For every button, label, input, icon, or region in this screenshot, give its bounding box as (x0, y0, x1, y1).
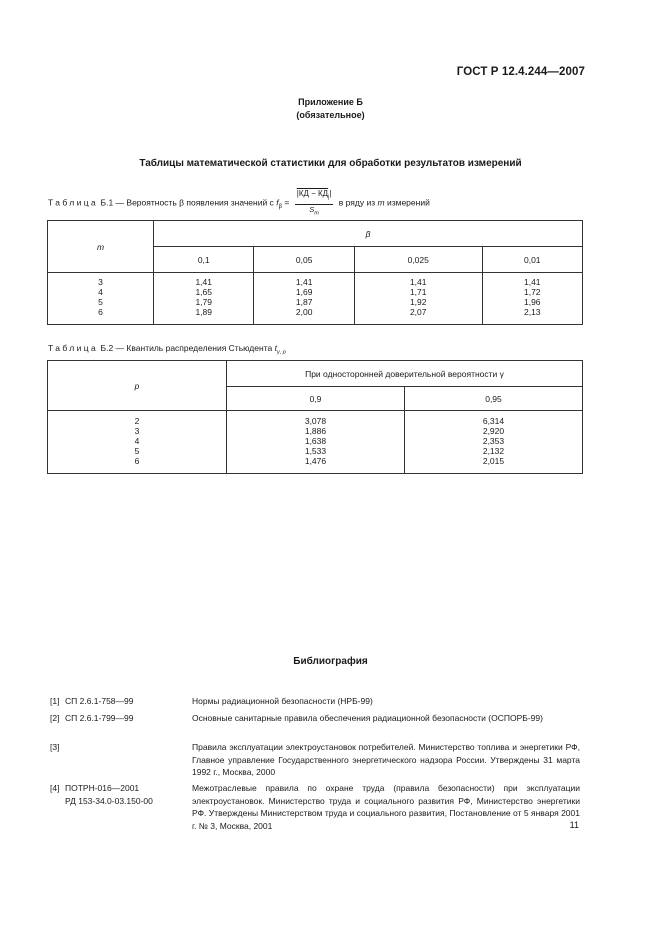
table1-beta-cell: 0,01 (482, 247, 582, 273)
table-cell: 2,920 (482, 426, 505, 436)
table-cell: 1,87 (295, 297, 313, 307)
table1-col-0 (154, 273, 254, 325)
table1-col-3 (482, 273, 582, 325)
table-cell: 5 (98, 297, 103, 307)
formula-fraction (295, 188, 334, 218)
table-cell: 1,71 (409, 287, 427, 297)
bib-code: СП 2.6.1-758—99 (65, 696, 134, 706)
table-cell: 5 (134, 446, 140, 456)
bibliography-item (50, 741, 580, 779)
table1-col-2 (354, 273, 482, 325)
standard-designation: ГОСТ Р 12.4.244—2007 (456, 66, 585, 78)
table-cell: 4 (98, 287, 103, 297)
table-cell: 1,72 (523, 287, 541, 297)
table-cell: 1,79 (195, 297, 212, 307)
bib-code-line: РД 153-34.0-03.150-00 (65, 795, 153, 806)
table1-caption (48, 188, 430, 218)
table-cell: 6,314 (482, 416, 505, 426)
table2 (47, 360, 583, 474)
table2-header-p: p (48, 361, 227, 411)
appendix-title: Приложение Б (298, 97, 363, 107)
table-cell: 1,41 (523, 277, 541, 287)
table-cell: 1,96 (523, 297, 541, 307)
table1 (47, 220, 583, 325)
bibliography-item (50, 712, 580, 738)
table-cell: 1,41 (409, 277, 427, 287)
table1-caption-tail: измерений (386, 197, 430, 208)
bibliography-title: Библиография (293, 656, 368, 667)
table-cell: 1,89 (195, 307, 212, 317)
table2-caption-t-sub: γ, p (276, 349, 286, 356)
bib-code: СП 2.6.1-799—99 (65, 713, 134, 723)
table-cell: 4 (134, 436, 140, 446)
table-cell: 2,353 (482, 436, 505, 446)
bib-text: Межотраслевые правила по охране труда (правила безопасности) при эксплуатации электроустановок. Министерство труда и социального развития РФ, Министерство энергетики РФ. Утверждены Министерством труда и социального развития, Постановление от 5 января 2001 г. № 3, Москва, 2001 (192, 783, 580, 831)
bib-number: [4] (50, 783, 60, 793)
table1-caption-mid: β появления значений с (179, 197, 274, 208)
main-title: Таблицы математической статистики для обработки результатов измерений (139, 158, 522, 169)
bib-text: Правила эксплуатации электроустановок потребителей. Министерство топлива и энергетики РФ, Главное управление Государственного энергетического надзора России. Утверждены 31 марта 1992 г., Москва, 2000 (192, 742, 580, 777)
table-cell: 1,41 (295, 277, 313, 287)
table2-gamma-cell: 0,95 (404, 387, 582, 411)
table2-caption-number: Б.2 — Квантиль распределения Стьюдента (100, 343, 273, 353)
table1-caption-m: m (377, 197, 385, 208)
table-cell: 3,078 (304, 416, 327, 426)
table1-beta-cell: 0,1 (154, 247, 254, 273)
table-cell: 1,69 (295, 287, 313, 297)
table1-caption-eq: = (284, 197, 290, 208)
table-cell: 6 (134, 456, 140, 466)
table1-m-values (48, 273, 154, 325)
table1-caption-fp: f (276, 197, 279, 208)
table2-caption-label: Таблица (48, 343, 99, 353)
table-cell: 1,92 (409, 297, 427, 307)
table-cell: 2,015 (482, 456, 505, 466)
appendix-status: (обязательное) (296, 110, 365, 120)
table-cell: 3 (134, 426, 140, 436)
table2-col-1 (404, 411, 582, 474)
table-cell: 2,132 (482, 446, 505, 456)
table2-p-values (48, 411, 227, 474)
table-cell: 1,638 (304, 436, 327, 446)
bib-code-line: ПОТРН-016—2001 (65, 783, 140, 793)
bib-text: Нормы радиационной безопасности (НРБ-99) (192, 696, 373, 706)
table1-caption-fp-sub: β (278, 203, 283, 210)
table2-caption (48, 343, 286, 356)
bibliography-item (50, 782, 580, 832)
table-cell: 1,65 (195, 287, 212, 297)
table2-caption-t: t (274, 343, 277, 353)
formula-denominator: $S_m$ (309, 204, 319, 217)
bib-number: [2] (50, 713, 60, 723)
table-cell: 2,00 (295, 307, 313, 317)
table2-gamma-cell: 0,9 (227, 387, 405, 411)
table-cell: 1,41 (195, 277, 212, 287)
formula-numerator: $|КД - КД_j|$ (295, 188, 334, 205)
table1-caption-label: Таблица (48, 197, 99, 208)
table1-col-1 (254, 273, 354, 325)
table1-caption-end: в ряду из (338, 197, 376, 208)
table-cell: 3 (98, 277, 103, 287)
bib-number: [1] (50, 696, 60, 706)
table2-col-0 (227, 411, 405, 474)
bib-number: [3] (50, 742, 60, 752)
table-cell: 2,07 (409, 307, 427, 317)
table2-header-confidence: При односторонней доверительной вероятности γ (227, 361, 583, 387)
table-cell: 2,13 (523, 307, 541, 317)
table-cell: 6 (98, 307, 103, 317)
table1-header-beta: β (154, 221, 583, 247)
table1-caption-number: Б.1 — Вероятность (100, 197, 177, 208)
bib-text: Основные санитарные правила обеспечения радиационной безопасности (ОСПОРБ-99) (192, 713, 543, 723)
table-cell: 1,886 (304, 426, 327, 436)
table-cell: 1,476 (304, 456, 327, 466)
table-cell: 2 (134, 416, 140, 426)
table1-beta-cell: 0,05 (254, 247, 354, 273)
table1-beta-cell: 0,025 (354, 247, 482, 273)
table-cell: 1,533 (304, 446, 327, 456)
table1-header-m: m (48, 221, 154, 273)
bibliography-item (50, 695, 580, 709)
page-number: 11 (569, 820, 579, 830)
